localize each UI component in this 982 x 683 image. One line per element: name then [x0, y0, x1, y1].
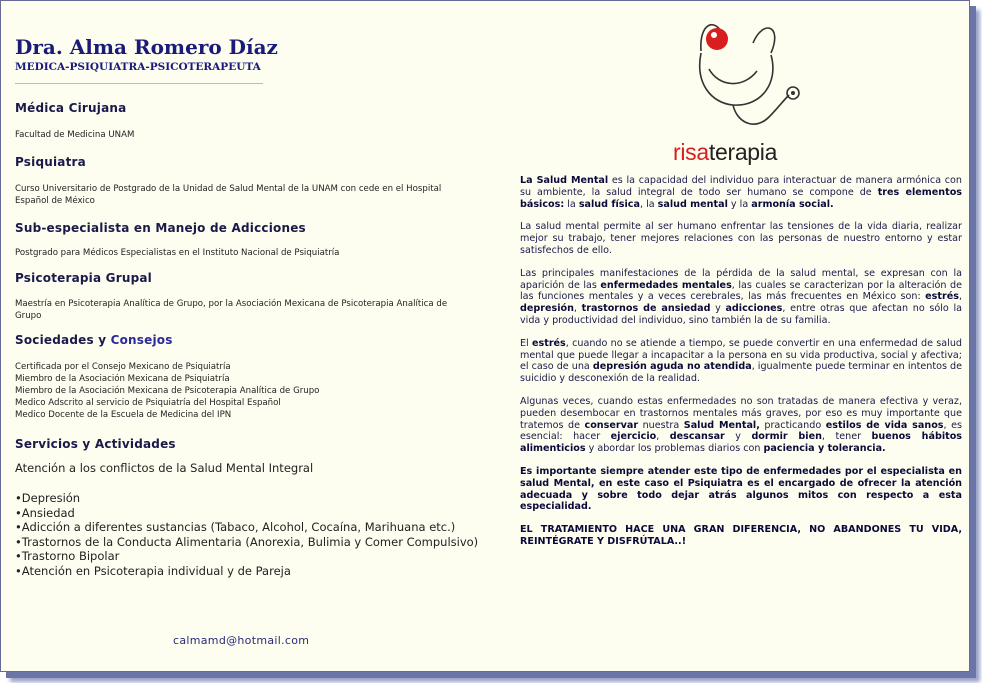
p3-text: , [573, 303, 582, 315]
article-column [520, 175, 962, 559]
p5-bold: paciencia y tolerancia. [763, 443, 886, 455]
p5-text: practicando [759, 419, 826, 431]
p3-text: , entre otras que afectan no sólo la vida y productividad del individuo, sino también la de su familia. [520, 303, 962, 326]
section-body-subespecialista: Postgrado para Médicos Especialistas en el Instituto Nacional de Psiquiatría [15, 248, 340, 258]
header-divider [15, 83, 263, 84]
section-title-subespecialista: Sub-especialista en Manejo de Adicciones [15, 221, 306, 235]
p1-text: , la [639, 198, 658, 210]
p3-bold: adicciones [725, 303, 783, 315]
p5-text: Algunas veces, cuando estas enfermedades no son tratadas de manera efectiva y veraz, pueden desembocar en trastornos mentales más graves, por eso es muy importante que tratemos de [520, 395, 962, 431]
p3-bold: enfermedades mentales [600, 279, 732, 291]
p3-bold: estrés [925, 291, 959, 303]
p3-text: , [958, 291, 962, 303]
article-paragraph-3 [520, 268, 962, 327]
logo-risa: risa [673, 139, 709, 165]
p5-bold: estilos de vida sanos [825, 419, 944, 431]
sociedades-title-a: Sociedades y [15, 333, 111, 347]
p3-bold: depresión [520, 303, 574, 315]
logo-terapia: terapia [708, 139, 778, 165]
section-body-grupal: Maestría en Psicoterapia Analítica de Grupo, por la Asociación Mexicana de Psicoterapia Analítica de Grupo [15, 299, 448, 321]
clown-nose-icon [706, 28, 728, 50]
servicio-item: • Depresión [15, 491, 510, 506]
p5-text: y abordar los problemas diarios con [585, 443, 764, 455]
p3-bold: trastornos de ansiedad [581, 303, 711, 315]
p5-bold: buenos hábitos alimenticios [520, 431, 963, 455]
p3-text: Las principales manifestaciones de la pérdida de la salud mental, se expresan con la aparición de las [520, 267, 962, 291]
doctor-name: Dra. Alma Romero Díaz [15, 35, 278, 59]
p5-bold: dormir bien [751, 431, 822, 443]
section-title-grupal: Psicoterapia Grupal [15, 271, 152, 285]
credentials-column [15, 35, 510, 579]
section-title-servicios: Servicios y Actividades [15, 437, 176, 451]
sociedades-list [15, 361, 510, 421]
doctor-subtitle: MEDICA-PSIQUIATRA-PSICOTERAPEUTA [15, 61, 261, 73]
p1-text: y la [727, 198, 752, 210]
p4-text: El [520, 337, 533, 349]
p1-bold: armonía social. [751, 198, 834, 210]
sociedades-item: Miembro de la Asociación Mexicana de Psicoterapia Analítica de Grupo [15, 386, 320, 396]
p5-bold: conservar [584, 419, 639, 431]
servicio-item: • Trastornos de la Conducta Alimentaria (Anorexia, Bulimia y Comer Compulsivo) [15, 535, 510, 550]
p1-text: es la capacidad del individuo para interactuar de manera armónica con su ambiente, la salud integral de todo ser humano se compone de [520, 175, 963, 198]
sociedades-item: Certificada por el Consejo Mexicano de Psiquiatría [15, 362, 231, 372]
p5-text: y [724, 431, 752, 443]
p5-text: , es esencial: hacer [520, 419, 962, 443]
p1-bold: salud mental [657, 198, 728, 210]
p3-text: , las cuales se caracterizan por la alteración de las funciones mentales y a veces cerebrales, las más frecuentes en México son: [520, 279, 962, 303]
sociedades-item: Miembro de la Asociación Mexicana de Psiquiatría [15, 374, 230, 384]
sociedades-title-b: Consejos [110, 333, 173, 347]
p1-text: la [564, 198, 579, 210]
article-paragraph-7: EL TRATAMIENTO HACE UNA GRAN DIFERENCIA, NO ABANDONES TU VIDA, REINTÉGRATE Y DISFRÚTALA..! [520, 524, 962, 547]
p5-bold: Salud Mental, [683, 419, 760, 431]
p5-text: , tener [821, 431, 872, 443]
article-paragraph-2: La salud mental permite al ser humano enfrentar las tensiones de la vida diaria, realizar mejor su trabajo, tener mejores relaciones con las personas de nuestro entorno y estar satisfechos de ello. [520, 221, 962, 256]
servicio-item: • Trastorno Bipolar [15, 549, 510, 564]
servicios-intro: Atención a los conflictos de la Salud Mental Integral [15, 461, 314, 475]
p5-text: nuestra [638, 419, 684, 431]
p3-text: y [710, 303, 726, 315]
sociedades-item: Medico Adscrito al servicio de Psiquiatría del Hospital Español [15, 398, 281, 408]
section-body-psiquiatra: Curso Universitario de Postgrado de la Unidad de Salud Mental de la UNAM con cede en el Hospital Español de México [15, 184, 442, 206]
logo-wordmark [673, 139, 777, 166]
p4-bold: estrés [532, 337, 566, 349]
servicio-item: • Atención en Psicoterapia individual y de Pareja [15, 564, 510, 579]
contact-email-link[interactable]: calmamd@hotmail.com [173, 634, 310, 647]
article-paragraph-1 [520, 175, 962, 210]
p5-bold: descansar [669, 431, 725, 443]
p1-bold: La Salud Mental [520, 175, 609, 186]
p4-bold: depresión aguda no atendida [592, 361, 752, 373]
servicio-item: • Adicción a diferentes sustancias (Tabaco, Alcohol, Cocaína, Marihuana etc.) [15, 520, 510, 535]
p4-text: , cuando no se atiende a tiempo, se puede convertir en una enfermedad de salud mental que puede llegar a incapacitar a la persona en su vida productiva, social y afectiva; el caso de una [520, 337, 962, 373]
p1-bold: salud física [578, 198, 640, 210]
servicios-list [15, 491, 510, 579]
article-paragraph-6: Es importante siempre atender este tipo de enfermedades por el especialista en salud Mental, en este caso el Psiquiatra es el encargado de ofrecer la atención adecuada y sobre todo dejar atrás algunos mitos con respecto a esta especialidad. [520, 465, 962, 513]
p5-text: , [656, 431, 670, 443]
p1-bold: tres elementos básicos: [520, 186, 963, 210]
article-paragraph-5 [520, 396, 962, 455]
section-title-sociedades [15, 333, 510, 347]
section-title-medico: Médica Cirujana [15, 101, 127, 115]
p4-text: , igualmente puede terminar en intentos de suicidio y desconexión de la realidad. [520, 361, 963, 385]
sociedades-item: Medico Docente de la Escuela de Medicina del IPN [15, 410, 232, 420]
section-body-medico: Facultad de Medicina UNAM [15, 130, 135, 140]
article-paragraph-4 [520, 338, 962, 385]
p5-bold: ejercicio [610, 431, 657, 443]
section-title-psiquiatra: Psiquiatra [15, 155, 86, 169]
servicio-item: • Ansiedad [15, 506, 510, 521]
